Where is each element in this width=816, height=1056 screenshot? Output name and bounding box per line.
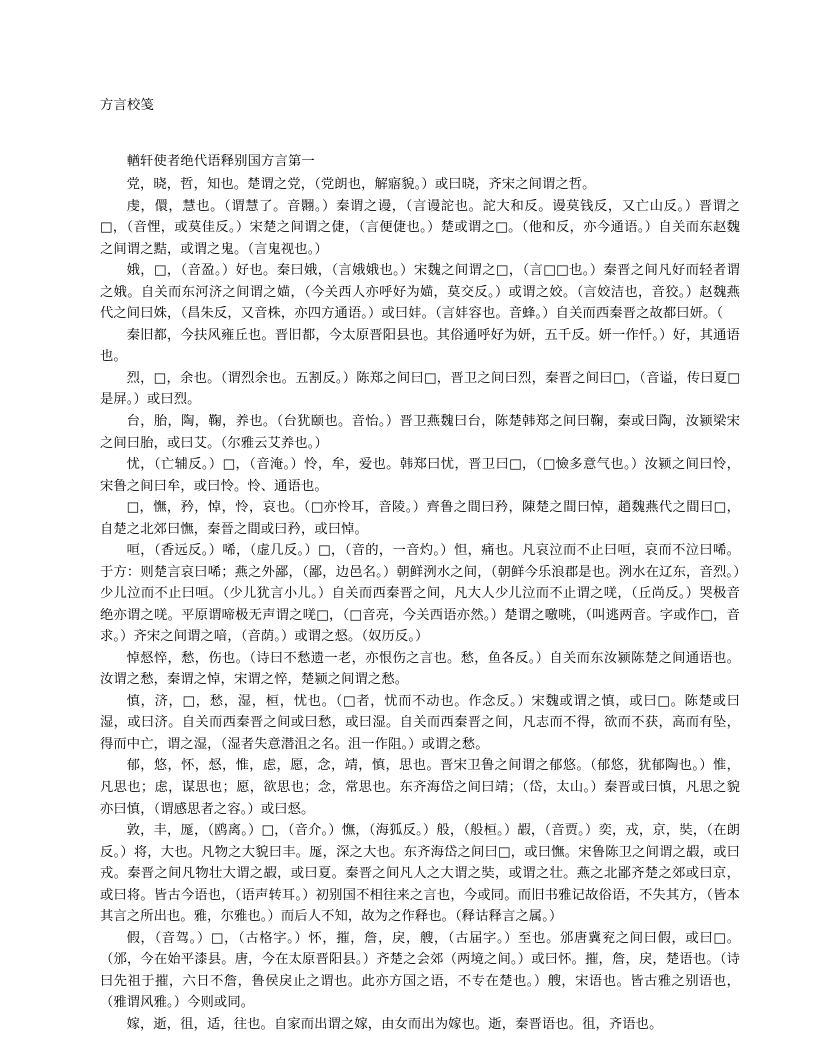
paragraph-7: 忧，（亡辅反。）□，（音淹。）怜，牟，爱也。韩郑曰忧，晋卫曰□，（□憸多意气也。）汝颍之间曰怜，宋鲁之间曰牟，或曰怜。怜、通语也。 [100,457,740,494]
paragraph-2: 虔，儇，慧也。（谓慧了。音翾。）秦谓之谩，（言谩詑也。詑大和反。谩莫钱反，又亡山反。）晋谓之□，（音悝，或莫佳反。）宋楚之间谓之倢，（言便倢也。）楚或谓之□。（他和反，亦今通语。）自关而东赵魏之间谓之黠，或谓之鬼。（言鬼视也。） [100,198,740,257]
paragraph-9: 咺，（香远反。）唏，（虚几反。）□，（音的，一音灼。）怛，痛也。凡哀泣而不止曰咺，哀而不泣曰唏。于方：则楚言哀曰唏；燕之外鄙，（鄙，边邑名。）朝鲜洌水之间，（朝鲜今乐浪郡是也。洌水在辽东，音烈。）少儿泣而不止曰咺。（少儿犹言小儿。）自关而西秦晋之间，凡大人少儿泣而不止谓之唴，（丘尚反。）哭极音绝亦谓之唴。平原谓啼极无声谓之唴□，（□音亮，今关西语亦然。）楚谓之噭咷，（叫逃两音。字或作□，音求。）齐宋之间谓之喑，（音荫。）或谓之惄。（奴历反。） [100,543,740,645]
paragraph-13: 敦，丰，厖，（鸥离。）□，（音介。）憮，（海狐反。）般，（般桓。）嘏，（音贾。）奕，戎，京，奘，（在朗反。）将，大也。凡物之大貌曰丰。厖，深之大也。东齐海岱之间曰□，或曰憮。宋鲁陈卫之间谓之嘏，或曰戎。秦晋之间凡物壮大谓之嘏，或曰夏。秦晋之间凡人之大谓之奘，或谓之壮。燕之北鄙齐楚之郊或曰京，或曰将。皆古今语也，（语声转耳。）初别国不相往来之言也，今或同。而旧书雅记故俗语，不失其方，（皆本其言之所出也。雅，尔雅也。）而后人不知，故为之作释也。（释诂释言之属。） [100,823,740,925]
paragraph-4: 秦旧都，今扶风雍丘也。晋旧都，今太原晋阳县也。其俗通呼好为妍，五千反。妍一作忏。）好，其通语也。 [100,327,740,365]
paragraph-8: □，憮，矜，悼，怜，哀也。（□亦怜耳，音陵。）齊鲁之間曰矜，陳楚之間曰悼，趙魏燕代之間曰□，自楚之北郊曰憮，秦晉之間或曰矜，或曰悼。 [100,500,740,537]
paragraph-10: 悼惄悴，愁，伤也。（诗曰不愁遗一老，亦恨伤之言也。愁，鱼各反。）自关而东汝颍陈楚之间通语也。汝谓之愁，秦谓之悼，宋谓之悴，楚颍之间谓之愁。 [100,650,740,688]
paragraph-1: 党，晓，哲，知也。楚谓之党，（党朗也，解寤貌。）或曰晓，齐宋之间谓之哲。 [126,177,596,193]
paragraph-12: 郁，悠，怀，惄，惟，虑，愿，念，靖，慎，思也。晋宋卫鲁之间谓之郁悠。（郁悠，犹郁陶也。）惟，凡思也；虑，谋思也；愿，欲思也；念，常思也。东齐海岱之间曰靖；（岱，太山。）秦晋或曰慎，凡思之貌亦曰慎，（谓感思者之容。）或曰惄。 [100,758,740,817]
document-title: 方言校笺 [100,98,154,113]
paragraph-6: 台，胎，陶，鞠，养也。（台犹颐也。音怡。）晋卫燕魏曰台，陈楚韩郑之间曰鞠，秦或曰陶，汝颍梁宋之间曰胎，或曰艾。（尔雅云艾养也。） [100,413,740,451]
paragraph-11: 慎，济，□，愁，湿，桓，忧也。（□者，忧而不动也。作念反。）宋魏或谓之慎，或曰□。陈楚或曰湿，或曰济。自关而西秦晋之间或曰愁，或曰湿。自关而西秦晋之间，凡志而不得，欲而不获，高而有坠，得而中亡，谓之湿，（湿者失意潜沮之名。沮一作阻。）或谓之愁。 [100,693,740,752]
paragraph-14: 假，（音驾。）□，（古格字。）怀，摧，詹，戾，艘，（古届字。）至也。邠唐冀兖之间曰假，或曰□。（邠，今在始平漆县。唐，今在太原晋阳县。）齐楚之会郊（两境之间。）或曰怀。摧，詹，戾，楚语也。（诗曰先祖于摧，六日不詹，鲁侯戾止之谓也。此亦方国之语，不专在楚也。）艘，宋语也。皆古雅之别语也，（雅谓风雅。）今则或同。 [100,930,740,1011]
paragraph-15: 嫁，逝，徂，适，往也。自家而出谓之嫁，由女而出为嫁也。逝，秦晋语也。徂，齐语也。 [126,1016,663,1032]
paragraph-5: 烈，□，余也。（谓烈余也。五割反。）陈郑之间曰□，晋卫之间曰烈，秦晋之间曰□，（音谥，传曰夏□是屏。）或曰烈。 [100,370,740,408]
paragraph-3: 娥，□，（音盈。）好也。秦曰娥，（言娥娥也。）宋魏之间谓之□，（言□□也。）秦晋之间凡好而轻者谓之娥。自关而东河济之间谓之媌，（今关西人亦呼好为媌，莫交反。）或谓之姣。（言姣洁也，音狡。）赵魏燕代之间曰姝，（昌朱反，又音株，亦四方通语。）或曰妦。（言妦容也。音蜂。）自关而西秦晋之故都曰妍。（ [100,263,740,322]
section-heading: 輶轩使者绝代语释别国方言第一 [126,153,315,169]
